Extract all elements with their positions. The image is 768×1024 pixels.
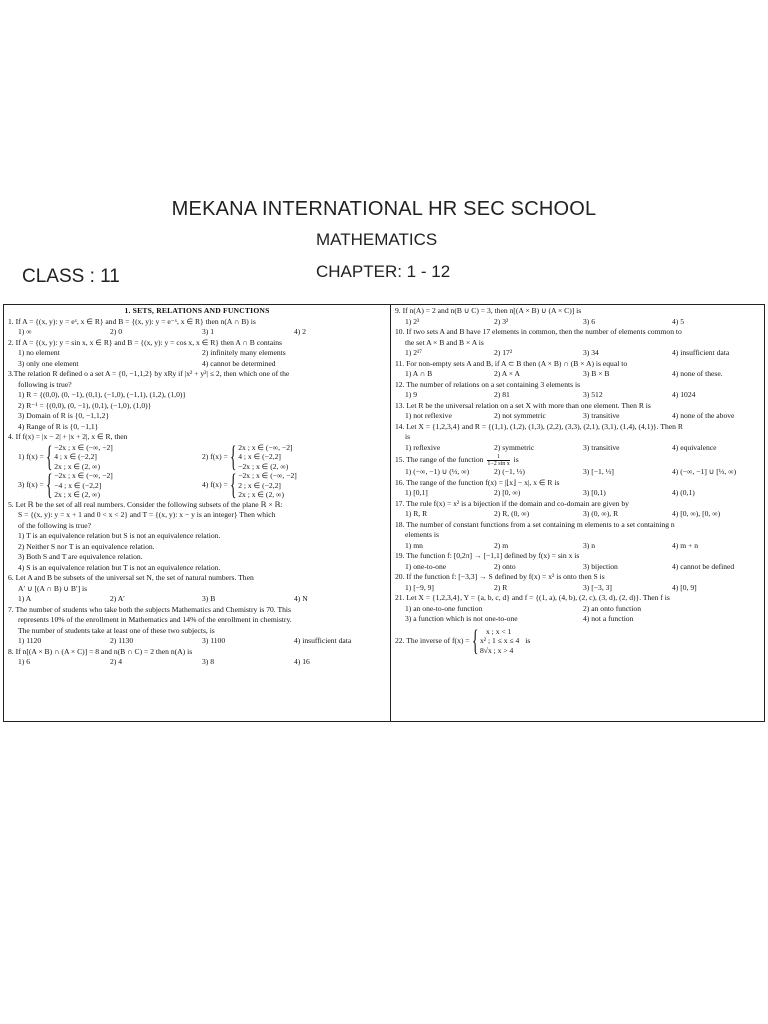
option: 1) 6 (18, 657, 31, 666)
question-22 (395, 623, 761, 657)
question-text: 5. Let ℝ be the set of all real numbers. Consider the following subsets of the plane ℝ × ℝ: (8, 499, 283, 509)
option: 1) T is an equivalence relation but S is not an equivalence relation. (18, 531, 221, 540)
question-text: elements is (405, 530, 439, 539)
question-text: 12. The number of relations on a set containing 3 elements is (395, 379, 581, 389)
question-text: of the following is true? (18, 520, 91, 530)
chapter-range: CHAPTER: 1 - 12 (316, 262, 451, 281)
question-2 (8, 338, 386, 370)
case: 2x ; x ∈ (2, ∞) (54, 490, 100, 499)
option: 1) A ∩ B (405, 369, 433, 378)
options (395, 443, 761, 454)
question-text: 18. The number of constant functions from a set containing m elements to a set containing n (395, 519, 675, 529)
fraction-numerator: 1 (487, 454, 509, 461)
option: 3) B (202, 594, 216, 603)
options (8, 657, 386, 668)
question-text: is (405, 432, 411, 441)
question-text: 7. The number of students who take both the subjects Mathematics and Chemistry is 70. This (8, 604, 291, 614)
question-text: 16. The range of the function f(x) = |⌊x⌋ − x|, x ∈ R is (395, 477, 560, 487)
options (395, 541, 761, 552)
question-9 (395, 306, 761, 327)
option: 3) a function which is not one-to-one (405, 614, 518, 623)
option (18, 468, 202, 502)
case: −2x ; x ∈ (−∞, −2] (54, 471, 113, 480)
options (395, 488, 761, 499)
question-text: 19. The function f: [0,2π] → [−1,1] defined by f(x) = sin x is (395, 551, 580, 560)
section-title: 1. SETS, RELATIONS AND FUNCTIONS (124, 306, 270, 315)
option: 3) 1100 (202, 636, 226, 645)
option: 1) no element (18, 348, 60, 357)
question-sheet (3, 304, 765, 722)
option: 1) R, R (405, 509, 428, 518)
option: 1) (−∞, −1) ∪ (⅓, ∞) (405, 467, 470, 476)
option: 3) (0, ∞), R (583, 509, 619, 518)
question-text-suffix: is (525, 635, 531, 645)
option: 3) 1 (202, 327, 215, 336)
option: 1) 2¹⁷ (405, 348, 422, 357)
option: 2) R, (0, ∞) (494, 509, 530, 518)
option: 1) R = {(0,0), (0, −1), (0,1), (−1,0), (−1,1), (1,2), (1,0)} (18, 390, 187, 399)
case: 4 ; x ∈ (−2,2] (238, 452, 281, 461)
option: 2) [0, ∞) (494, 488, 521, 497)
case: 2x ; x ∈ (2, ∞) (238, 490, 284, 499)
question-19 (395, 551, 761, 572)
option: 2) not symmetric (494, 411, 546, 420)
option: 3) [−3, 3] (583, 582, 612, 592)
piecewise-cases (238, 443, 292, 472)
option: 2) infinitely many elements (202, 348, 286, 357)
options (8, 636, 386, 647)
options (395, 583, 761, 594)
option (202, 468, 386, 502)
option: 1) ∞ (18, 327, 32, 336)
option-label: 4) f(x) = (202, 480, 228, 489)
option: 2) R (494, 582, 508, 592)
option: 3) n (583, 540, 596, 550)
option: 1) 1120 (18, 636, 42, 645)
option: 4) none of these. (672, 369, 723, 378)
option: 3) only one element (18, 358, 79, 368)
options (8, 468, 386, 502)
option: 2) symmetric (494, 442, 535, 452)
fraction (487, 454, 509, 467)
options (395, 317, 761, 328)
option-label: 2) f(x) = (202, 451, 228, 461)
option: 4) none of the above (672, 411, 735, 420)
question-text: the set A × B and B × A is (405, 337, 484, 347)
left-brace-icon: { (45, 468, 53, 502)
options (395, 369, 761, 380)
question-text-prefix: 22. The inverse of f(x) = (395, 635, 470, 645)
option: 2) 0 (110, 327, 123, 336)
question-text-suffix: is (513, 455, 519, 464)
question-3 (8, 369, 386, 432)
option: 2) 81 (494, 390, 510, 399)
option: 2) (−1, ⅓) (494, 467, 525, 476)
question-13 (395, 401, 761, 422)
options (395, 390, 761, 401)
subject-title: MATHEMATICS (316, 230, 438, 249)
question-15 (395, 453, 761, 478)
question-text: 10. If two sets A and B have 17 elements in common, then the number of elements common to (395, 327, 682, 336)
options (395, 348, 761, 359)
question-text: 1. If A = {(x, y): y = eˣ, x ∈ R} and B = {(x, y): y = e⁻ˣ, x ∈ R} then n(A ∩ B) is (8, 316, 256, 326)
question-text (395, 623, 761, 657)
question-text: The number of students take at least one of these two subjects, is (18, 625, 215, 635)
option: 4) cannot be defined (672, 561, 735, 571)
option: 1) 2³ (405, 316, 420, 326)
option: 4) 5 (672, 316, 685, 326)
option: 3) transitive (583, 411, 620, 420)
left-brace-icon: { (471, 623, 479, 657)
question-10 (395, 327, 761, 359)
option: 1) A (18, 594, 32, 603)
options (8, 359, 386, 370)
option: 4) insufficient data (294, 636, 352, 645)
piecewise-cases (54, 443, 113, 472)
question-7 (8, 605, 386, 647)
option: 2) 17² (494, 348, 513, 357)
options (8, 348, 386, 359)
case: 2x ; x ∈ (−∞, −2] (238, 442, 293, 452)
option: 3) 512 (583, 390, 603, 399)
option: 4) not a function (583, 614, 634, 623)
question-11 (395, 359, 761, 380)
question-text: 9. If n(A) = 2 and n(B ∪ C) = 3, then n[(A × B) ∪ (A × C)] is (395, 306, 582, 315)
option: 4) insufficient data (672, 348, 730, 357)
option: 2) A × A (494, 369, 521, 378)
option: 4) S is an equivalence relation but T is not an equivalence relation. (18, 562, 221, 572)
piecewise-cases (480, 627, 519, 656)
question-text: 14. Let X = {1,2,3,4} and R = {(1,1), (1,2), (1,3), (2,2), (3,3), (2,1), (3,1), (1,4), (4,1)}. Then R (395, 421, 683, 431)
options (395, 614, 761, 625)
option-label: 1) f(x) = (18, 451, 44, 461)
option: 4) cannot be determined (202, 358, 276, 368)
option: 2) 3² (494, 316, 509, 326)
question-5 (8, 500, 386, 574)
option: 2) R⁻¹ = {(0,0), (0, −1), (0,1), (−1,0), (1,0)} (18, 400, 152, 410)
option: 3) Domain of R is {0, −1,1,2} (18, 411, 110, 420)
option: 1) 9 (405, 390, 418, 399)
question-text: 2. If A = {(x, y): y = sin x, x ∈ R} and B = {(x, y): y = cos x, x ∈ R} then A ∩ B contains (8, 337, 283, 347)
option: 1) [0,1] (405, 488, 428, 497)
question-text: 6. Let A and B be subsets of the universal set N, the set of natural numbers. Then (8, 573, 254, 582)
question-text-prefix: 15. The range of the function (395, 455, 484, 464)
question-text: 20. If the function f: [−3,3] → S defined by f(x) = x² is onto then S is (395, 572, 605, 581)
options (395, 467, 761, 478)
options (395, 509, 761, 520)
options (395, 604, 761, 615)
option: 4) (0,1) (672, 488, 695, 497)
option: 3) 34 (583, 348, 599, 357)
option: 4) Range of R is {0, −1,1} (18, 421, 99, 431)
question-17 (395, 499, 761, 520)
case: −2x ; x ∈ (−∞, −2] (238, 471, 297, 480)
option: 2) 4 (110, 657, 123, 666)
question-1 (8, 317, 386, 338)
option: 1) an one-to-one function (405, 603, 483, 613)
option: 2) Neither S nor T is an equivalence relation. (18, 541, 155, 551)
piecewise-cases (54, 471, 113, 500)
fraction-denominator: 1−2 sin x (487, 460, 510, 467)
option: 2) onto (494, 561, 516, 571)
question-20 (395, 572, 761, 593)
option: 4) 2 (294, 327, 307, 336)
case: −2x ; x ∈ (2, ∞) (238, 461, 289, 471)
options (8, 594, 386, 605)
option: 3) 8 (202, 657, 215, 666)
question-text: 11. For non-empty sets A and B, if A ⊂ B then (A × B) ∩ (B × A) is equal to (395, 358, 628, 368)
case: x ; x < 1 (485, 626, 512, 636)
option: 1) [−9, 9] (405, 582, 434, 592)
option: 3) transitive (583, 442, 620, 452)
option: 4) 1024 (672, 390, 696, 399)
option (18, 439, 202, 473)
case: 4 ; x ∈ (−2,2] (54, 452, 97, 461)
case: 2x ; x ∈ (2, ∞) (54, 461, 100, 471)
option: 4) [0, ∞), [0, ∞) (672, 509, 721, 518)
option: 4) 16 (294, 657, 310, 666)
option: 4) equivalence (672, 442, 717, 452)
question-text (395, 453, 761, 467)
option: 4) N (294, 594, 308, 603)
option: 4) [0, 9] (672, 582, 697, 592)
case: x² ; 1 ≤ x ≤ 4 (479, 636, 520, 645)
option-label: 3) f(x) = (18, 480, 44, 489)
question-8 (8, 647, 386, 668)
option (202, 439, 386, 473)
question-text: 17. The rule f(x) = x² is a bijection if the domain and co-domain are given by (395, 498, 629, 508)
question-18 (395, 520, 761, 552)
question-12 (395, 380, 761, 401)
option: 2) 1130 (110, 636, 134, 645)
question-14 (395, 422, 761, 454)
case: 2 ; x ∈ (−2,2] (238, 480, 281, 490)
question-text: 13. Let R be the universal relation on a set X with more than one element. Then R is (395, 400, 651, 410)
left-column (8, 306, 386, 668)
option: 4) m + n (672, 540, 699, 550)
left-brace-icon: { (229, 468, 237, 502)
option: 2) m (494, 540, 509, 550)
options (395, 411, 761, 422)
question-21 (395, 593, 761, 625)
question-text: 3.The relation R defined o a set A = {0, −1,1,2} by xRy if |x² + y²| ≤ 2, then which one of the (8, 369, 290, 378)
column-divider (390, 305, 391, 721)
options (8, 439, 386, 473)
option: 1) mn (405, 540, 423, 550)
question-expression: A′ ∪ [(A ∩ B) ∪ B′] is (18, 583, 88, 593)
option: 2) A′ (110, 594, 125, 603)
option: 2) an onto function (583, 603, 641, 613)
school-name: MEKANA INTERNATIONAL HR SEC SCHOOL (171, 198, 597, 220)
option: 3) bijection (583, 561, 618, 571)
option: 3) [0,1) (583, 488, 606, 497)
option: 1) one-to-one (405, 561, 447, 571)
option: 3) 6 (583, 316, 596, 326)
question-text: 4. If f(x) = |x − 2| + |x + 2|, x ∈ R, then (8, 432, 128, 441)
left-brace-icon: { (45, 439, 53, 473)
options (8, 327, 386, 338)
left-brace-icon: { (229, 439, 237, 473)
option: 1) not reflexive (405, 411, 452, 420)
case: 8√x ; x > 4 (479, 645, 514, 655)
option: 3) [−1, ⅓] (583, 467, 614, 476)
question-4 (8, 432, 386, 500)
question-text: following is true? (18, 379, 72, 389)
question-text: S = {(x, y): y = x + 1 and 0 < x < 2} and T = {(x, y): x − y is an integer} Then which (18, 510, 276, 519)
question-16 (395, 478, 761, 499)
question-text: 21. Let X = {1,2,3,4}, Y = {a, b, c, d} and f = {(1, a), (4, b), (2, c), (3, d), (2, d)}. Then f is (395, 593, 670, 602)
option: 3) B × B (583, 369, 610, 378)
option: 3) Both S and T are equivalence relation. (18, 552, 143, 561)
case: −2x ; x ∈ (−∞, −2] (54, 442, 113, 452)
option: 4) (−∞, −1] ∪ [⅓, ∞) (672, 467, 737, 476)
options (395, 562, 761, 573)
option: 1) reflexive (405, 442, 441, 452)
class-label: CLASS : 11 (22, 266, 120, 287)
case: −4 ; x ∈ (−2,2] (54, 480, 102, 490)
piecewise-cases (238, 471, 297, 500)
right-column (395, 306, 761, 655)
question-text: represents 10% of the enrollment in Mathematics and 14% of the enrollment in chemistry. (18, 615, 292, 624)
question-text: 8. If n[(A × B) ∩ (A × C)] = 8 and n(B ∩ C) = 2 then n(A) is (8, 646, 193, 656)
question-6 (8, 573, 386, 605)
